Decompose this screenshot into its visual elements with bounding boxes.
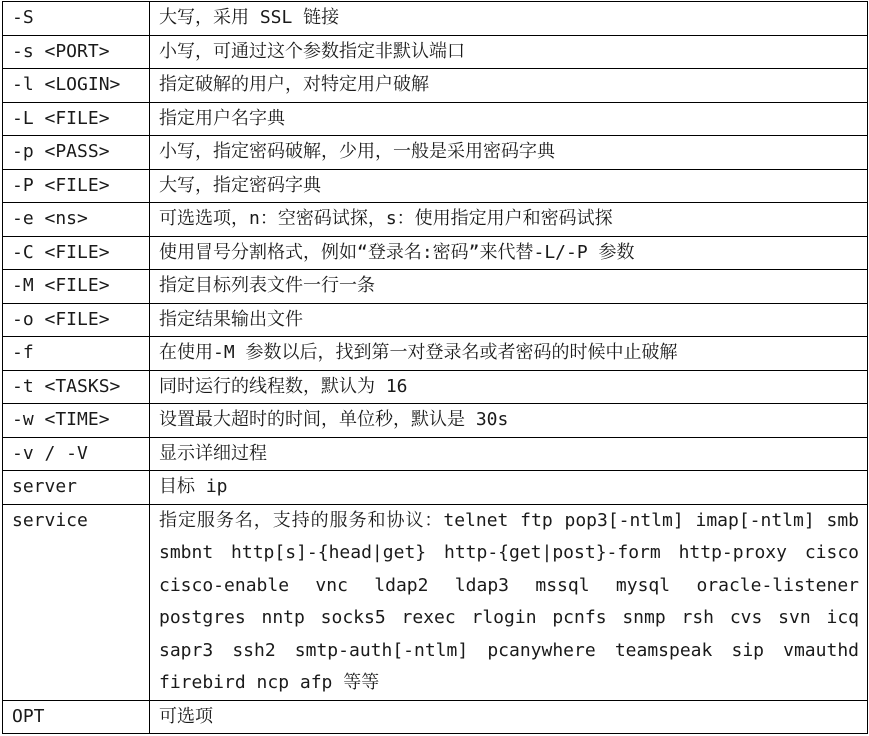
description-cell: 小写，指定密码破解，少用，一般是采用密码字典 [150, 136, 868, 170]
option-cell: -P <FILE> [3, 169, 150, 203]
table-row [3, 303, 868, 337]
option-cell: server [3, 471, 150, 505]
description-cell: 可选项 [150, 700, 868, 734]
table-row [3, 504, 868, 700]
table-row [3, 169, 868, 203]
option-cell: -p <PASS> [3, 136, 150, 170]
table-row [3, 270, 868, 304]
description-cell: 可选选项，n：空密码试探，s：使用指定用户和密码试探 [150, 203, 868, 237]
table-row [3, 35, 868, 69]
description-cell: 指定结果输出文件 [150, 303, 868, 337]
description-cell: 指定用户名字典 [150, 102, 868, 136]
option-cell: -C <FILE> [3, 236, 150, 270]
description-cell: 大写，指定密码字典 [150, 169, 868, 203]
option-cell: -S [3, 2, 150, 36]
description-cell: 显示详细过程 [150, 437, 868, 471]
table-row [3, 337, 868, 371]
description-cell: 同时运行的线程数，默认为 16 [150, 370, 868, 404]
description-cell: 指定服务名，支持的服务和协议：telnet ftp pop3[-ntlm] imap[-ntlm] smb smbnt http[s]-{head|get} http-{get|post}-form http-proxy cisco cisco-enable vnc ldap2 ldap3 mssql mysql oracle-listener postgres nntp socks5 rexec rlogin pcnfs snmp rsh cvs svn icq sapr3 ssh2 smtp-auth[-ntlm] pcanywhere teamspeak sip vmauthd firebird ncp afp 等等 [150, 504, 868, 700]
description-cell: 目标 ip [150, 471, 868, 505]
description-cell: 设置最大超时的时间，单位秒，默认是 30s [150, 404, 868, 438]
description-cell: 大写，采用 SSL 链接 [150, 2, 868, 36]
description-cell: 小写，可通过这个参数指定非默认端口 [150, 35, 868, 69]
table-row [3, 471, 868, 505]
option-cell: -e <ns> [3, 203, 150, 237]
description-cell: 指定目标列表文件一行一条 [150, 270, 868, 304]
table-row [3, 69, 868, 103]
table-row [3, 2, 868, 36]
table-row [3, 102, 868, 136]
option-cell: -o <FILE> [3, 303, 150, 337]
option-cell: -L <FILE> [3, 102, 150, 136]
option-cell: -s <PORT> [3, 35, 150, 69]
description-cell: 指定破解的用户，对特定用户破解 [150, 69, 868, 103]
option-cell: -w <TIME> [3, 404, 150, 438]
option-cell: OPT [3, 700, 150, 734]
table-row [3, 700, 868, 734]
option-cell: -l <LOGIN> [3, 69, 150, 103]
description-cell: 在使用-M 参数以后，找到第一对登录名或者密码的时候中止破解 [150, 337, 868, 371]
option-cell: -t <TASKS> [3, 370, 150, 404]
description-cell: 使用冒号分割格式，例如“登录名:密码”来代替-L/-P 参数 [150, 236, 868, 270]
table-row [3, 203, 868, 237]
option-cell: service [3, 504, 150, 700]
option-cell: -v / -V [3, 437, 150, 471]
table-row [3, 236, 868, 270]
table-row [3, 136, 868, 170]
table-row [3, 370, 868, 404]
options-table [2, 1, 868, 734]
option-cell: -f [3, 337, 150, 371]
table-row [3, 437, 868, 471]
option-cell: -M <FILE> [3, 270, 150, 304]
table-row [3, 404, 868, 438]
